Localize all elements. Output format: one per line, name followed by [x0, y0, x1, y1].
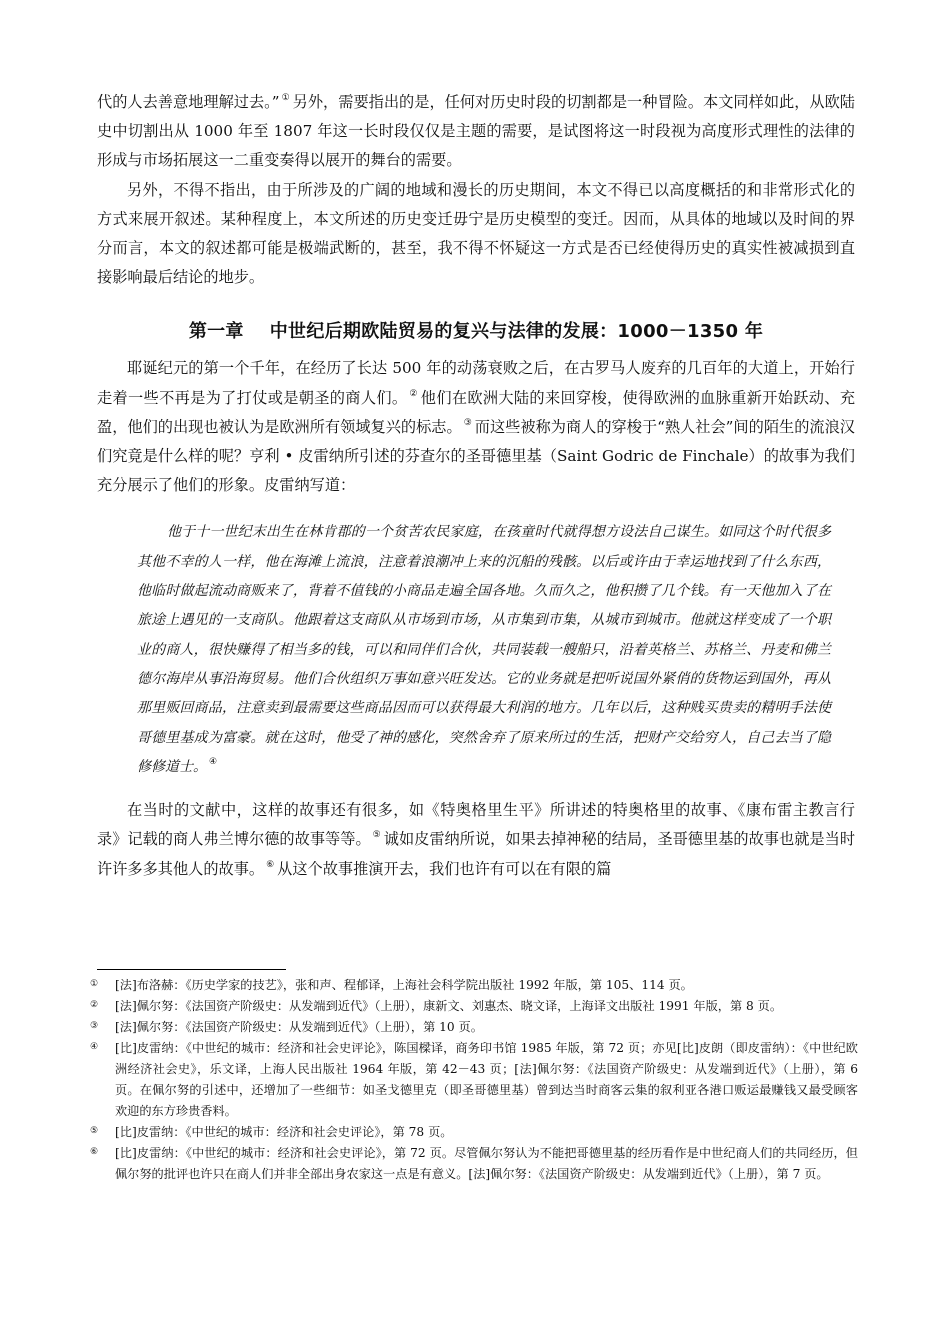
footnote-3	[90, 1017, 858, 1038]
footnote-ref-1[interactable]: ①	[281, 93, 290, 103]
footnote-mark: ③	[90, 1021, 99, 1031]
paragraph-text: 在当时的文献中，这样的故事还有很多，如《特奥格里生平》所讲述的特奥格里的故事、《康布雷主教言行录》记载的商人弗兰博尔德的故事等等。	[97, 801, 855, 849]
paragraph-text: 另外，需要指出的是，任何对历史时段的切割都是一种冒险。本文同样如此，从欧陆史中切割出从 1000 年至 1807 年这一长时段仅仅是主题的需要，是试图将这一时段视为高度形式理性的法律的形成与市场拓展这一二重变奏得以展开的舞台的需要。	[97, 93, 855, 170]
paragraph-text: 他们在欧洲大陆的来回穿梭，使得欧洲的血脉重新开始跃动、充盈，他们的出现也被认为是欧洲所有领域复兴的标志。	[97, 388, 856, 436]
paragraph-text: 而这些被称为商人的穿梭于“熟人社会”间的陌生的流浪汉们究竟是什么样的呢？亨利 • 皮雷纳所引述的芬查尔的圣哥德里基（Saint Godric de Finchale）的故事为我们充分展示了他们的形象。皮雷纳写道：	[97, 417, 855, 495]
paragraph-text: 耶诞纪元的第一个千年，在经历了长达 500 年的动荡衰败之后，在古罗马人废弃的几百年的大道上，开始行走着一些不再是为了打仗或是朝圣的商人们。	[97, 359, 855, 407]
footnote-divider	[97, 969, 286, 970]
footnote-ref-3[interactable]: ③	[463, 417, 472, 428]
quote-text: 他于十一世纪末出生在林肯郡的一个贫苦农民家庭，在孩童时代就得想方设法自己谋生。如同这个时代很多其他不幸的人一样，他在海滩上流浪，注意着浪潮冲上来的沉船的残骸。以后或许由于幸运地找到了什么东西，他临时做起流动商贩来了，背着不值钱的小商品走遍全国各地。久而久之，他积攒了几个钱。有一天他加入了在旅途上遇见的一支商队。他跟着这支商队从市场到市场，从市集到市集，从城市到城市。他就这样变成了一个职业的商人，很快赚得了相当多的钱，可以和同伴们合伙，共同装载一艘船只，沿着英格兰、苏格兰、丹麦和佛兰德尔海岸从事沿海贸易。他们合伙组织万事如意兴旺发达。它的业务就是把听说国外紧俏的货物运到国外，再从那里贩回商品，注意卖到最需要这些商品因而可以获得最大利润的地方。几年以后，这种贱买贵卖的精明手法使哥德里基成为富豪。就在这时，他受了神的感化，突然舍弃了原来所过的生活，把财产交给穷人，自己去当了隐修修道士。	[137, 524, 831, 775]
footnote-mark: ①	[90, 979, 99, 989]
footnote-mark: ⑥	[90, 1147, 99, 1157]
footnote-4	[90, 1038, 858, 1122]
paragraph-text: 从这个故事推演开去，我们也许有可以在有限的篇	[277, 859, 612, 878]
footnote-text: [比]皮雷纳：《中世纪的城市：经济和社会史评论》，第 78 页。	[115, 1125, 453, 1139]
footnote-1	[90, 975, 858, 996]
footnote-ref-4[interactable]: ④	[209, 756, 218, 767]
footnote-text: [法]佩尔努：《法国资产阶级史：从发端到近代》（上册），康新文、刘惠杰、晓文译，上海译文出版社 1991 年版，第 8 页。	[115, 999, 783, 1013]
footnote-text: [比]皮雷纳：《中世纪的城市：经济和社会史评论》，陈国樑译，商务印书馆 1985 年版，第 72 页；亦见[比]皮朗（即皮雷纳）：《中世纪欧洲经济社会史》，乐文译，上海人民出版社 1964 年版，第 42－43 页；[法]佩尔努：《法国资产阶级史：从发端到近代》（上册），第 6 页。在佩尔努的引述中，还增加了一些细节：如圣戈德里克（即圣哥德里基）曾到达当时商客云集的叙利亚各港口贩运最赚钱又最受顾客欢迎的东方珍贵香料。	[115, 1041, 858, 1118]
footnote-ref-5[interactable]: ⑤	[372, 830, 381, 841]
paragraph-text: 代的人去善意地理解过去。”	[97, 93, 280, 111]
block-quote	[97, 518, 855, 782]
quote-paragraph	[137, 518, 831, 782]
paragraph-intro-continued	[97, 88, 855, 176]
footnote-5	[90, 1122, 858, 1143]
paragraph-stories	[97, 796, 855, 884]
footnote-mark: ②	[90, 1000, 99, 1010]
paragraph-merchants	[97, 354, 855, 500]
footnote-text: [法]布洛赫：《历史学家的技艺》，张和声、程郁译，上海社会科学院出版社 1992 年版，第 105、114 页。	[115, 978, 693, 992]
paragraph-text: 诚如皮雷纳所说，如果去掉神秘的结局，圣哥德里基的故事也就是当时许许多多其他人的故事。	[97, 830, 856, 878]
footnote-ref-6[interactable]: ⑥	[266, 859, 275, 870]
chapter-heading	[97, 318, 855, 346]
footnote-text: [法]佩尔努：《法国资产阶级史：从发端到近代》（上册），第 10 页。	[115, 1020, 483, 1034]
footnote-mark: ④	[90, 1042, 99, 1052]
footnote-2	[90, 996, 858, 1017]
chapter-title: 中世纪后期欧陆贸易的复兴与法律的发展：1000－1350 年	[269, 321, 764, 343]
paragraph-method: 另外，不得不指出，由于所涉及的广阔的地域和漫长的历史期间，本文不得已以高度概括的和非常形式化的方式来展开叙述。某种程度上，本文所述的历史变迁毋宁是历史模型的变迁。因而，从具体的地域以及时间的界分而言，本文的叙述都可能是极端武断的，甚至，我不得不怀疑这一方式是否已经使得历史的真实性被减损到直接影响最后结论的地步。	[97, 180, 855, 287]
footnote-6	[90, 1143, 858, 1185]
footnotes	[90, 975, 858, 1185]
chapter-number: 第一章	[188, 321, 244, 343]
footnote-mark: ⑤	[90, 1126, 99, 1136]
document-page	[97, 88, 855, 884]
footnote-ref-2[interactable]: ②	[409, 388, 418, 399]
footnote-text: [比]皮雷纳：《中世纪的城市：经济和社会史评论》，第 72 页。尽管佩尔努认为不能把哥德里基的经历看作是中世纪商人们的共同经历，但佩尔努的批评也许只在商人们并非全部出身农家这一点是有意义。[法]佩尔努：《法国资产阶级史：从发端到近代》（上册），第 7 页。	[115, 1146, 858, 1181]
